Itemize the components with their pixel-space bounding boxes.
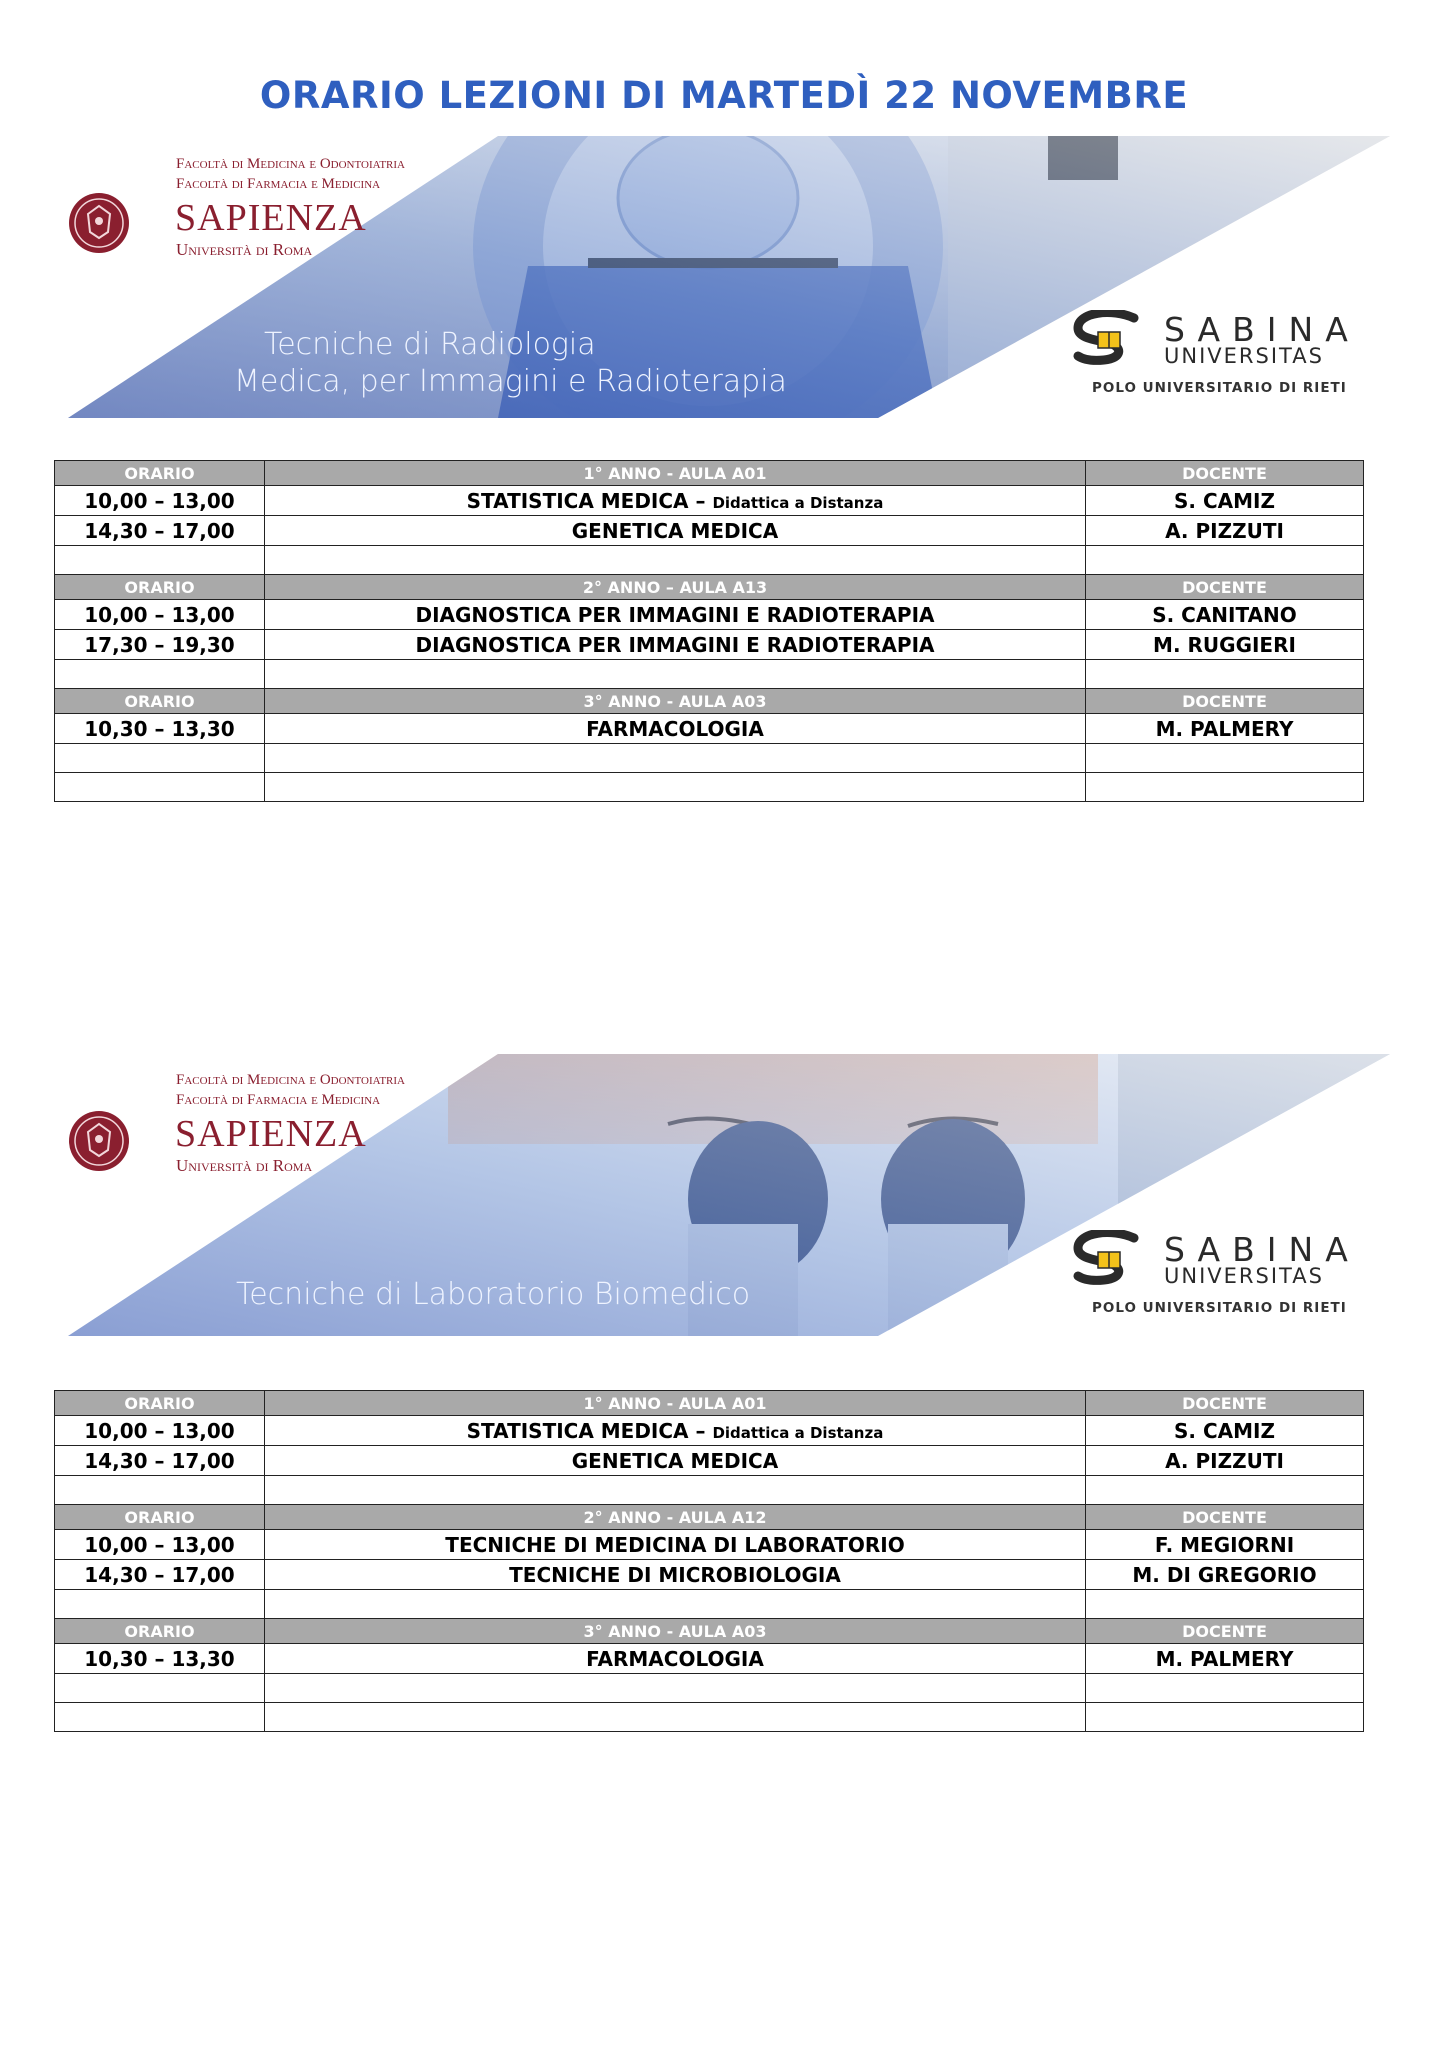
cell-teacher: M. PALMERY <box>1086 714 1364 744</box>
table-row <box>55 1530 1364 1560</box>
schedule-table-laboratorio <box>54 1390 1364 1732</box>
sabina-logo-icon <box>1072 310 1140 370</box>
empty-row <box>55 546 1364 575</box>
cell-time: 10,00 – 13,00 <box>55 486 265 516</box>
cell-subject: GENETICA MEDICA <box>265 516 1086 546</box>
empty-row <box>55 1703 1364 1732</box>
header-docente: DOCENTE <box>1086 689 1364 714</box>
header-orario: ORARIO <box>55 689 265 714</box>
cell-time: 10,30 – 13,30 <box>55 1644 265 1674</box>
header-docente: DOCENTE <box>1086 1505 1364 1530</box>
cell-teacher: M. DI GREGORIO <box>1086 1560 1364 1590</box>
cell-time: 14,30 – 17,00 <box>55 516 265 546</box>
cell-time: 10,00 – 13,00 <box>55 1416 265 1446</box>
cell-teacher: A. PIZZUTI <box>1086 516 1364 546</box>
sabina-polo: POLO UNIVERSITARIO DI RIETI <box>1092 1300 1347 1316</box>
cell-subject <box>265 1416 1086 1446</box>
table-row <box>55 1644 1364 1674</box>
sabina-subtitle: UNIVERSITAS <box>1164 1264 1324 1288</box>
sapienza-name: SAPIENZA <box>175 197 367 239</box>
header-orario: ORARIO <box>55 1619 265 1644</box>
table-header-row <box>55 1505 1364 1530</box>
faculty-line-2: Facoltà di Farmacia e Medicina <box>176 1092 381 1108</box>
table-header-row <box>55 1391 1364 1416</box>
table-row <box>55 714 1364 744</box>
subject-text: STATISTICA MEDICA – <box>466 1418 713 1443</box>
sapienza-seal-icon <box>68 192 130 254</box>
empty-row <box>55 1590 1364 1619</box>
header-docente: DOCENTE <box>1086 461 1364 486</box>
course-line-1: Tecniche di Radiologia <box>264 327 596 362</box>
sapienza-subtitle: Università di Roma <box>176 1156 313 1175</box>
cell-subject: FARMACOLOGIA <box>265 714 1086 744</box>
cell-subject: GENETICA MEDICA <box>265 1446 1086 1476</box>
cell-subject: FARMACOLOGIA <box>265 1644 1086 1674</box>
table-row <box>55 1446 1364 1476</box>
table-header-row <box>55 689 1364 714</box>
cell-subject: DIAGNOSTICA PER IMMAGINI E RADIOTERAPIA <box>265 600 1086 630</box>
subject-note: Didattica a Distanza <box>712 1423 884 1442</box>
cell-teacher: F. MEGIORNI <box>1086 1530 1364 1560</box>
cell-time: 10,30 – 13,30 <box>55 714 265 744</box>
header-anno: 1° ANNO - AULA A01 <box>265 461 1086 486</box>
sapienza-seal-icon <box>68 1110 130 1172</box>
cell-teacher: S. CANITANO <box>1086 600 1364 630</box>
sabina-name: SABINA <box>1164 1230 1360 1269</box>
empty-row <box>55 1476 1364 1505</box>
cell-time: 10,00 – 13,00 <box>55 600 265 630</box>
table-header-row <box>55 1619 1364 1644</box>
course-line-1: Tecniche di Laboratorio Biomedico <box>236 1277 751 1312</box>
cell-time: 14,30 – 17,00 <box>55 1560 265 1590</box>
cell-subject <box>265 486 1086 516</box>
banner-radiologia <box>68 136 1390 418</box>
cell-teacher: S. CAMIZ <box>1086 1416 1364 1446</box>
subject-note: Didattica a Distanza <box>712 493 884 512</box>
subject-text: STATISTICA MEDICA – <box>466 488 713 513</box>
header-docente: DOCENTE <box>1086 1619 1364 1644</box>
cell-time: 10,00 – 13,00 <box>55 1530 265 1560</box>
table-row <box>55 1560 1364 1590</box>
course-line-2: Medica, per Immagini e Radioterapia <box>234 364 787 399</box>
sapienza-subtitle: Università di Roma <box>176 240 313 259</box>
schedule-table-radiologia <box>54 460 1364 802</box>
table-row <box>55 600 1364 630</box>
cell-teacher: A. PIZZUTI <box>1086 1446 1364 1476</box>
empty-row <box>55 744 1364 773</box>
table-row <box>55 516 1364 546</box>
cell-time: 17,30 – 19,30 <box>55 630 265 660</box>
header-anno: 2° ANNO – AULA A13 <box>265 575 1086 600</box>
header-docente: DOCENTE <box>1086 575 1364 600</box>
cell-subject: TECNICHE DI MICROBIOLOGIA <box>265 1560 1086 1590</box>
table-header-row <box>55 461 1364 486</box>
header-orario: ORARIO <box>55 1391 265 1416</box>
sabina-logo-icon <box>1072 1230 1140 1290</box>
header-orario: ORARIO <box>55 461 265 486</box>
header-orario: ORARIO <box>55 575 265 600</box>
page-title: ORARIO LEZIONI DI MARTEDÌ 22 NOVEMBRE <box>259 74 1189 117</box>
table-row <box>55 486 1364 516</box>
cell-time: 14,30 – 17,00 <box>55 1446 265 1476</box>
header-anno: 3° ANNO - AULA A03 <box>265 689 1086 714</box>
header-anno: 1° ANNO - AULA A01 <box>265 1391 1086 1416</box>
empty-row <box>55 1674 1364 1703</box>
header-anno: 2° ANNO - AULA A12 <box>265 1505 1086 1530</box>
header-orario: ORARIO <box>55 1505 265 1530</box>
empty-row <box>55 773 1364 802</box>
sapienza-name: SAPIENZA <box>175 1113 367 1155</box>
cell-teacher: M. PALMERY <box>1086 1644 1364 1674</box>
sabina-subtitle: UNIVERSITAS <box>1164 344 1324 368</box>
faculty-line-2: Facoltà di Farmacia e Medicina <box>176 176 381 192</box>
cell-teacher: S. CAMIZ <box>1086 486 1364 516</box>
sabina-name: SABINA <box>1164 310 1360 349</box>
cell-subject: DIAGNOSTICA PER IMMAGINI E RADIOTERAPIA <box>265 630 1086 660</box>
cell-subject: TECNICHE DI MEDICINA DI LABORATORIO <box>265 1530 1086 1560</box>
header-docente: DOCENTE <box>1086 1391 1364 1416</box>
table-header-row <box>55 575 1364 600</box>
table-row <box>55 630 1364 660</box>
table-row <box>55 1416 1364 1446</box>
faculty-line-1: Facoltà di Medicina e Odontoiatria <box>176 1072 405 1088</box>
sabina-polo: POLO UNIVERSITARIO DI RIETI <box>1092 380 1347 396</box>
banner-laboratorio <box>68 1054 1390 1336</box>
header-anno: 3° ANNO - AULA A03 <box>265 1619 1086 1644</box>
empty-row <box>55 660 1364 689</box>
cell-teacher: M. RUGGIERI <box>1086 630 1364 660</box>
faculty-line-1: Facoltà di Medicina e Odontoiatria <box>176 156 405 172</box>
